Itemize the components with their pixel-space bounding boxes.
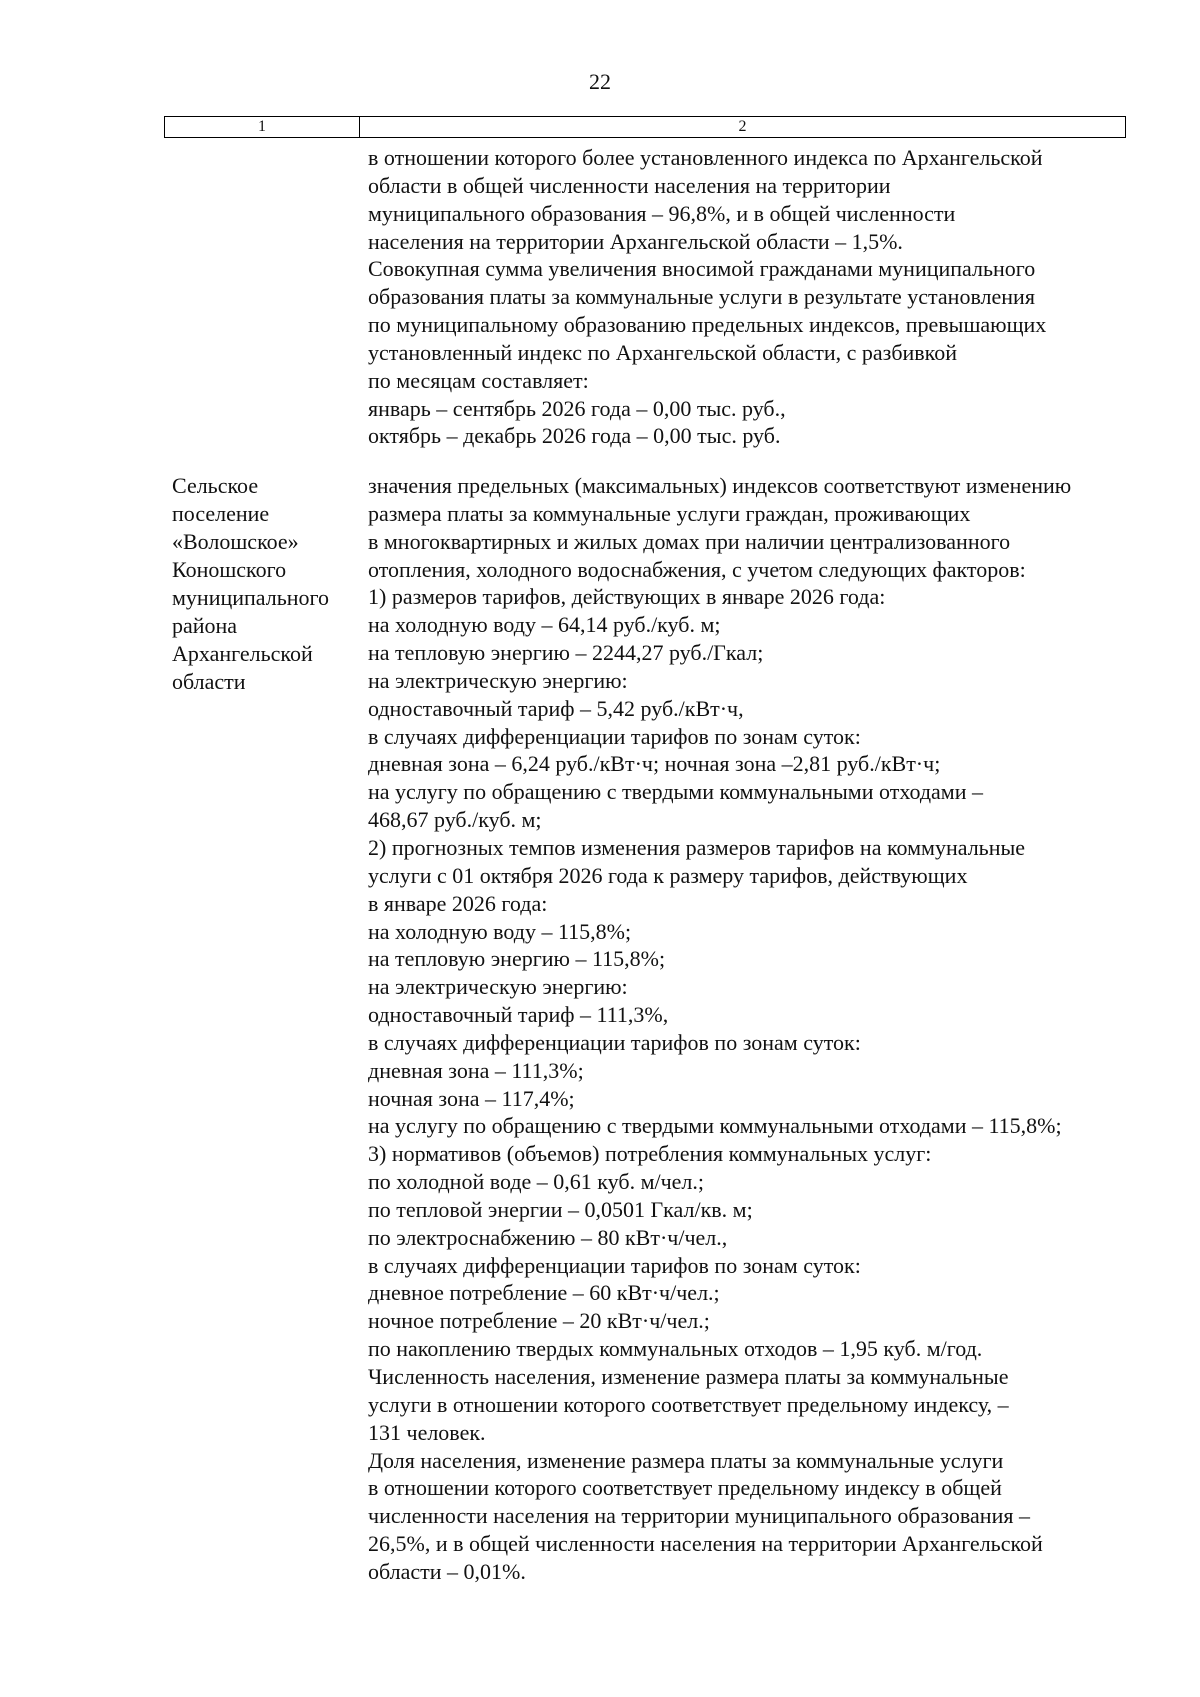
text-line: установленный индекс по Архангельской области, с разбивкой [368, 339, 958, 365]
municipality-line: Архангельской [172, 641, 313, 666]
municipality-line: Сельское [172, 473, 259, 498]
text-line: в отношении которого соответствует предельному индексу в общей [368, 1475, 1002, 1501]
text-line: в случаях дифференциации тарифов по зонам суток: [368, 1029, 861, 1055]
text-line: 26,5%, и в общей численности населения на территории Архангельской [368, 1531, 1043, 1557]
text-line: отопления, холодного водоснабжения, с учетом следующих факторов: [368, 556, 1026, 582]
text-line: в многоквартирных и жилых домах при наличии централизованного [368, 528, 1011, 554]
municipality-line: области [172, 669, 246, 694]
text-line: 131 человек. [368, 1419, 486, 1445]
text-line: 3) нормативов (объемов) потребления коммунальных услуг: [368, 1141, 932, 1167]
text-line: дневная зона – 111,3%; [368, 1057, 584, 1083]
text-line: области – 0,01%. [368, 1558, 526, 1584]
text-line: на холодную воду – 64,14 руб./куб. м; [368, 612, 721, 638]
municipality-name [172, 472, 357, 696]
text-line: на электрическую энергию: [368, 667, 628, 693]
text-line: на холодную воду – 115,8%; [368, 918, 632, 944]
text-line: 1) размеров тарифов, действующих в январе 2026 года: [368, 584, 886, 610]
text-line: дневное потребление – 60 кВт·ч/чел.; [368, 1280, 720, 1306]
text-line: услуги в отношении которого соответствует предельному индексу, – [368, 1391, 1009, 1417]
text-line: в случаях дифференциации тарифов по зонам суток: [368, 723, 861, 749]
text-line: 468,67 руб./куб. м; [368, 807, 542, 833]
page-number: 22 [589, 69, 611, 94]
text-line: 2) прогнозных темпов изменения размеров тарифов на коммунальные [368, 834, 1026, 860]
municipality-line: «Волошское» [172, 529, 299, 554]
text-line: Доля населения, изменение размера платы за коммунальные услуги [368, 1447, 1004, 1473]
text-line: на услугу по обращению с твердыми коммунальными отходами – 115,8%; [368, 1113, 1062, 1139]
text-line: дневная зона – 6,24 руб./кВт·ч; ночная зона –2,81 руб./кВт·ч; [368, 751, 941, 777]
text-line: в отношении которого более установленного индекса по Архангельской [368, 145, 1043, 170]
text-line: по месяцам составляет: [368, 367, 589, 393]
text-line: Численность населения, изменение размера платы за коммунальные [368, 1364, 1009, 1389]
municipality-description-block [368, 472, 1128, 1586]
municipality-line: муниципального [172, 585, 330, 610]
text-line: ночная зона – 117,4%; [368, 1085, 575, 1111]
continuation-text-block [368, 144, 1128, 450]
text-line: одноставочный тариф – 5,42 руб./кВт·ч, [368, 695, 744, 721]
text-line: значения предельных (максимальных) индексов соответствуют изменению [368, 473, 1072, 498]
text-line: образования платы за коммунальные услуги в результате установления [368, 284, 1035, 310]
municipality-line: Коношского [172, 557, 287, 582]
text-line: на тепловую энергию – 2244,27 руб./Гкал; [368, 640, 764, 666]
text-line: октябрь – декабрь 2026 года – 0,00 тыс. руб. [368, 423, 781, 449]
text-line: на тепловую энергию – 115,8%; [368, 946, 666, 972]
text-line: размера платы за коммунальные услуги граждан, проживающих [368, 500, 971, 526]
text-line: муниципального образования – 96,8%, и в общей численности [368, 200, 956, 226]
municipality-line: поселение [172, 501, 270, 526]
table-header-col-1: 1 [165, 117, 360, 137]
text-line: по холодной воде – 0,61 куб. м/чел.; [368, 1169, 705, 1195]
text-line: по накоплению твердых коммунальных отходов – 1,95 куб. м/год. [368, 1336, 983, 1362]
text-line: по тепловой энергии – 0,0501 Гкал/кв. м; [368, 1196, 753, 1222]
table-header-col-2: 2 [738, 118, 747, 135]
municipality-line: района [172, 613, 238, 638]
text-line: области в общей численности населения на территории [368, 172, 891, 198]
text-line: услуги с 01 октября 2026 года к размеру тарифов, действующих [368, 862, 968, 888]
text-line: населения на территории Архангельской области – 1,5%. [368, 228, 903, 254]
text-line: Совокупная сумма увеличения вносимой гражданами муниципального [368, 256, 1036, 282]
text-line: ночное потребление – 20 кВт·ч/чел.; [368, 1308, 710, 1334]
text-line: по электроснабжению – 80 кВт·ч/чел., [368, 1224, 728, 1250]
text-line: январь – сентябрь 2026 года – 0,00 тыс. руб., [368, 395, 786, 421]
text-line: на услугу по обращению с твердыми коммунальными отходами – [368, 779, 984, 805]
text-line: в случаях дифференциации тарифов по зонам суток: [368, 1252, 861, 1278]
text-line: по муниципальному образованию предельных индексов, превышающих [368, 312, 1047, 338]
text-line: одноставочный тариф – 111,3%, [368, 1002, 669, 1028]
text-line: на электрическую энергию: [368, 974, 628, 1000]
text-line: в январе 2026 года: [368, 890, 548, 916]
text-line: численности населения на территории муниципального образования – [368, 1503, 1030, 1529]
table-header-row [164, 116, 1126, 138]
